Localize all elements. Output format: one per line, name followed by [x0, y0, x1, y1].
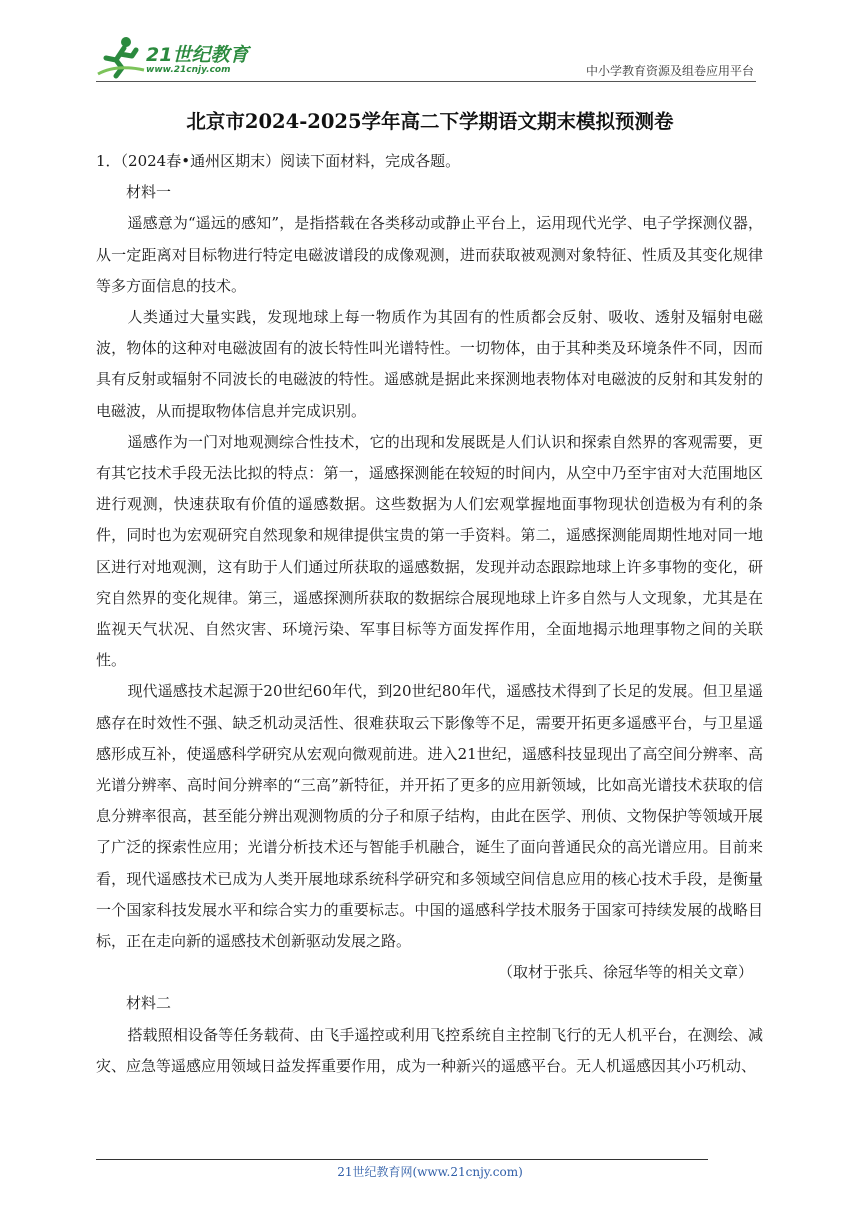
runner-logo-icon	[96, 34, 148, 80]
material-1-paragraph: 现代遥感技术起源于20世纪60年代，到20世纪80年代，遥感技术得到了长足的发展。但卫星遥感存在时效性不强、缺乏机动灵活性、很难获取云下影像等不足，需要开拓更多遥感平台，与卫星遥感形成互补，使遥感科学研究从宏观向微观前进。进入21世纪，遥感科技显现出了高空间分辨率、高光谱分辨率、高时间分辨率的“三高”新特征，并开拓了更多的应用新领域，比如高光谱技术获取的信息分辨率很高，甚至能分辨出观测物质的分子和原子结构，由此在医学、刑侦、文物保护等领域开展了广泛的探索性应用；光谱分析技术还与智能手机融合，诞生了面向普通民众的高光谱应用。目前来看，现代遥感技术已成为人类开展地球系统科学研究和多领域空间信息应用的核心技术手段，是衡量一个国家科技发展水平和综合实力的重要标志。中国的遥感科学技术服务于国家可持续发展的战略目标，正在走向新的遥感技术创新驱动发展之路。	[96, 682, 763, 951]
material-1-paragraph: 人类通过大量实践，发现地球上每一物质作为其固有的性质都会反射、吸收、透射及辐射电磁波，物体的这种对电磁波固有的波长特性叫光谱特性。一切物体，由于其种类及环境条件不同，因而具有反射或辐射不同波长的电磁波的特性。遥感就是据此来探测地表物体对电磁波的反射和其发射的电磁波，从而提取物体信息并完成识别。	[96, 308, 763, 420]
logo	[96, 34, 256, 80]
material-1-paragraph: 遥感意为“遥远的感知”，是指搭载在各类移动或静止平台上，运用现代光学、电子学探测仪器，从一定距离对目标物进行特定电磁波谱段的成像观测，进而获取被观测对象特征、性质及其变化规律等多方面信息的技术。	[96, 214, 763, 295]
material-1-label: 材料一	[126, 183, 172, 202]
material-1-source: （取材于张兵、徐冠华等的相关文章）	[497, 963, 753, 982]
logo-url: www.21cnjy.com	[146, 65, 231, 75]
logo-text: 21世纪教育	[146, 44, 249, 66]
question-text: （2024春•通州区期末）阅读下面材料，完成各题。	[120, 152, 461, 170]
document-body	[96, 146, 763, 1082]
page-title: 北京市2024-2025学年高二下学期语文期末模拟预测卷	[186, 110, 674, 133]
material-2-label: 材料二	[126, 994, 172, 1013]
page-footer: 21世纪教育网(www.21cnjy.com)	[337, 1165, 523, 1179]
question-intro	[96, 146, 763, 177]
material-1-paragraph: 遥感作为一门对地观测综合性技术，它的出现和发展既是人们认识和探索自然界的客观需要，更有其它技术手段无法比拟的特点：第一，遥感探测能在较短的时间内，从空中乃至宇宙对大范围地区进行观测，快速获取有价值的遥感数据。这些数据为人们宏观掌握地面事物现状创造极为有利的条件，同时也为宏观研究自然现象和规律提供宝贵的第一手资料。第二，遥感探测能周期性地对同一地区进行对地观测，这有助于人们通过所获取的遥感数据，发现并动态跟踪地球上许多事物的变化，研究自然界的变化规律。第三，遥感探测所获取的数据综合展现地球上许多自然与人文现象，尤其是在监视天气状况、自然灾害、环境污染、军事目标等方面发挥作用，全面地揭示地理事物之间的关联性。	[96, 432, 763, 670]
footer-divider	[96, 1159, 708, 1160]
platform-tagline: 中小学教育资源及组卷应用平台	[585, 64, 754, 78]
material-2-paragraph: 搭载照相设备等任务载荷、由飞手遥控或利用飞控系统自主控制飞行的无人机平台，在测绘、减灾、应急等遥感应用领域日益发挥重要作用，成为一种新兴的遥感平台。无人机遥感因其小巧机动、	[96, 1025, 763, 1075]
header-divider	[96, 81, 756, 82]
question-number: 1．	[96, 152, 121, 170]
page-header	[96, 34, 756, 82]
